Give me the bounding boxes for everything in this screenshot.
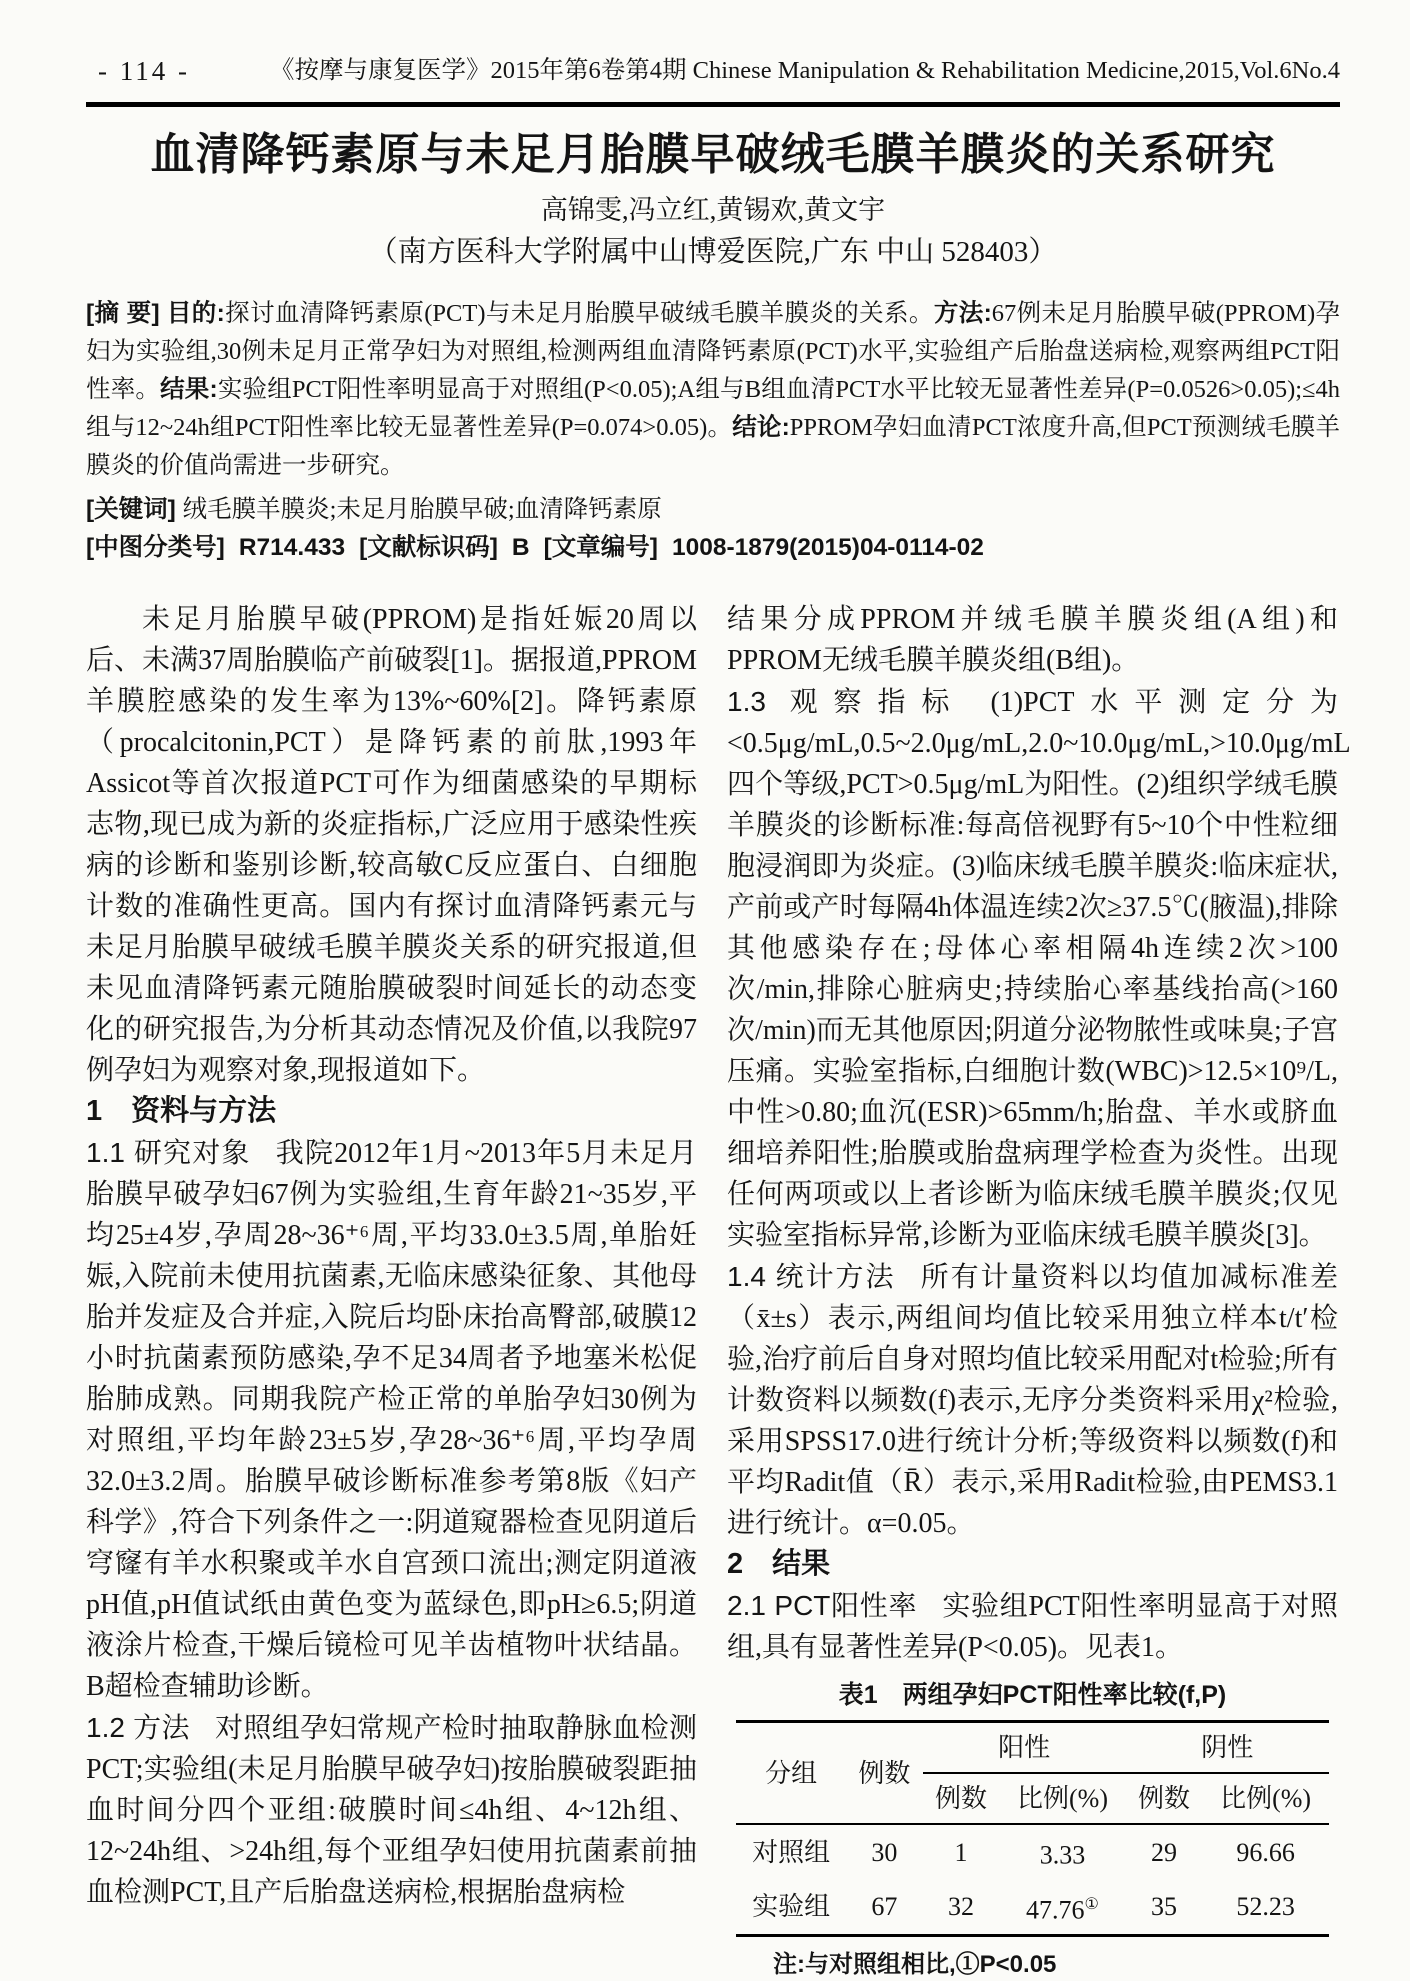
paragraph-1-4 [727,1256,1338,1544]
cell-n: 30 [871,1837,898,1867]
article-no-label: [文章编号] [543,534,658,561]
section-lead-1-4: 1.4 统计方法 [727,1261,896,1292]
article-no-value: 1008-1879(2015)04-0114-02 [671,534,984,561]
front-matter [86,295,1340,567]
table-1-caption: 表1 两组孕妇PCT阳性率比较(f,P) [838,1681,1227,1709]
abstract-paragraph [86,295,1340,485]
abstract-methods-label: 方法: [933,300,992,327]
journal-citation: 《按摩与康复医学》2015年第6卷第4期 Chinese Manipulation & Rehabilitation Medicine,2015,Vol.6No.4 [270,57,1340,84]
cell-neg-n: 29 [1151,1837,1178,1867]
paragraph-1-3-text: (1)PCT水平测定分为<0.5μg/mL,0.5~2.0μg/mL,2.0~10.0μg/mL,>10.0μg/mL四个等级,PCT>0.5μg/mL为阳性。(2)组织学绒毛膜羊膜炎的诊断标准:每高倍视野有5~10个中性粒细胞浸润即为炎症。(3)临床绒毛膜羊膜炎:临床症状,产前或产时每隔4h体温连续2次≥37.5℃(腋温),排除其他感染存在;母体心率相隔4h连续2次>100次/min,排除心脏病史;持续胎心率基线抬高(>160次/min)而无其他原因;阴道分泌物脓性或味臭;子宫压痛。实验室指标,白细胞计数(WBC)>12.5×10⁹/L,中性>0.80;血沉(ESR)>65mm/h;胎盘、羊水或脐血细培养阳性;胎膜或胎盘病理学检查为炎性。出现任何两项或以上者诊断为临床绒毛膜羊膜炎;仅见实验室指标异常,诊断为亚临床绒毛膜羊膜炎[3]。 [727,687,1351,1251]
paragraph-2-1-text: 实验组PCT阳性率明显高于对照组,具有显著性差异(P<0.05)。见表1。 [727,1591,1338,1663]
classification-line [86,529,1340,567]
paragraph-2-1 [727,1585,1338,1668]
doc-code-label: [文献标识码] [359,534,498,561]
table-header-group: 分组 [736,1722,846,1825]
left-column [86,599,697,1981]
cell-group: 对照组 [752,1837,831,1867]
table-row-control-group [736,1824,1329,1880]
abstract-conclusion-text: PPROM孕妇血清PCT浓度升高,但PCT预测绒毛膜羊膜炎的价值尚需进一步研究。 [86,414,1340,479]
body-columns [86,599,1351,1981]
clc-label: [中图分类号] [86,534,225,561]
keywords-line [86,491,1340,529]
paragraph-1-3 [727,681,1351,1256]
cell-pos-pct: 47.76① [999,1880,1125,1936]
paragraph-1-2-text: 对照组孕妇常规产检时抽取静脉血检测PCT;实验组(未足月胎膜早破孕妇)按胎膜破裂距抽血时间分四个亚组:破膜时间≤4h组、4~12h组、12~24h组、>24h组,每个亚组孕妇使用抗菌素前抽血检测PCT,且产后胎盘送病检,根据胎盘病检 [86,1713,697,1908]
table-header-negative-pct: 比例(%) [1202,1773,1328,1824]
table-header-positive-pct: 比例(%) [999,1773,1125,1824]
cell-pos-n: 32 [923,1880,1000,1936]
table-row-experimental-group [736,1880,1329,1936]
authors-line: 高锦雯,冯立红,黄锡欢,黄文宇 [540,195,886,225]
page-number: - 114 - [98,56,190,86]
cell-neg-pct: 96.66 [1236,1837,1295,1867]
table-header-n: 例数 [846,1722,923,1825]
abstract-results-label: 结果: [160,376,218,403]
cell-pos-n: 1 [954,1837,968,1867]
doc-code-value: B [511,534,530,561]
cell-pos-pct: 3.33 [1039,1840,1086,1870]
running-head [86,56,1340,86]
section-lead-1-2: 1.2 方法 [86,1712,190,1743]
abstract-objective-label: 目的: [166,300,225,327]
table-header-negative: 阴性 [1126,1722,1329,1774]
keywords-text: 绒毛膜羊膜炎;未足月胎膜早破;血清降钙素原 [182,496,662,523]
table-header-positive-n: 例数 [923,1773,1000,1824]
article-title: 血清降钙素原与未足月胎膜早破绒毛膜羊膜炎的关系研究 [150,130,1276,179]
paragraph-1-2 [86,1707,697,1913]
affiliation-line: （南方医科大学附属中山博爱医院,广东 中山 528403） [368,236,1058,268]
table-header-positive: 阳性 [923,1722,1126,1774]
cell-neg-n: 35 [1126,1880,1203,1936]
paragraph-1-2-continued: 结果分成PPROM并绒毛膜羊膜炎组(A组)和PPROM无绒毛膜羊膜炎组(B组)。 [727,604,1338,676]
cell-neg-pct: 52.23 [1202,1880,1328,1936]
table-1-note: 注:与对照组相比,①P<0.05 [773,1951,1057,1979]
paragraph-1-4-text: 所有计量资料以均值加减标准差（x̄±s）表示,两组间均值比较采用独立样本t/t′检验,治疗前后自身对照均值比较采用配对t检验;所有计数资料以频数(f)表示,无序分类资料采用χ²检验,采用SPSS17.0进行统计分析;等级资料以频数(f)和平均Radit值（R̄）表示,采用Radit检验,由PEMS3.1进行统计。α=0.05。 [727,1262,1338,1539]
abstract-methods-text: 67例未足月胎膜早破(PPROM)孕妇为实验组,30例未足月正常孕妇为对照组,检测两组血清降钙素原(PCT)水平,实验组产后胎盘送病检,观察两组PCT阳性率。 [86,300,1340,403]
section-heading-2: 2 结果 [727,1548,831,1580]
table-header-negative-n: 例数 [1126,1773,1203,1824]
abstract-conclusion-label: 结论: [732,414,790,441]
section-heading-1: 1 资料与方法 [86,1095,277,1127]
cell-n: 67 [846,1880,923,1936]
abstract-objective-text: 探讨血清降钙素原(PCT)与未足月胎膜早破绒毛膜羊膜炎的关系。 [224,300,934,327]
abstract-results-text: 实验组PCT阳性率明显高于对照组(P<0.05);A组与B组血清PCT水平比较无显著性差异(P=0.0526>0.05);≤4h组与12~24h组PCT阳性率比较无显著性差异(P=0.074>0.05)。 [86,376,1341,441]
intro-paragraph: 未足月胎膜早破(PPROM)是指妊娠20周以后、未满37周胎膜临产前破裂[1]。据报道,PPROM羊膜腔感染的发生率为13%~60%[2]。降钙素原（procalcitonin,PCT）是降钙素的前肽,1993年Assicot等首次报道PCT可作为细菌感染的早期标志物,现已成为新的炎症指标,广泛应用于感染性疾病的诊断和鉴别诊断,较高敏C反应蛋白、白细胞计数的准确性更高。国内有探讨血清降钙素元与未足月胎膜早破绒毛膜羊膜炎关系的研究报道,但未见血清降钙素元随胎膜破裂时间延长的动态变化的研究报告,为分析其动态情况及价值,以我院97例孕妇为观察对象,现报道如下。 [86,604,697,1086]
section-lead-2-1: 2.1 PCT阳性率 [727,1590,918,1621]
keywords-label: [关键词] [86,496,183,523]
clc-value: R714.433 [238,534,346,561]
significance-mark: ① [1084,1895,1099,1913]
paragraph-1-1 [86,1132,697,1707]
section-lead-1-1: 1.1 研究对象 [86,1137,251,1168]
header-rule [86,102,1340,107]
table-1 [736,1720,1329,1937]
cell-group: 实验组 [736,1880,846,1936]
section-lead-1-3: 1.3 观察指标 [727,686,966,717]
paragraph-1-1-text: 我院2012年1月~2013年5月未足月胎膜早破孕妇67例为实验组,生育年龄21~35岁,平均25±4岁,孕周28~36⁺⁶周,平均33.0±3.5周,单胎妊娠,入院前未使用抗菌素,无临床感染征象、其他母胎并发症及合并症,入院后均卧床抬高臀部,破膜12小时抗菌素预防感染,孕不足34周者予地塞米松促胎肺成熟。同期我院产检正常的单胎孕妇30例为对照组,平均年龄23±5岁,孕28~36⁺⁶周,平均孕周32.0±3.2周。胎膜早破诊断标准参考第8版《妇产科学》,符合下列条件之一:阴道窥器检查见阴道后穹窿有羊水积聚或羊水自宫颈口流出;测定阴道液pH值,pH值试纸由黄色变为蓝绿色,即pH≥6.5;阴道液涂片检查,干燥后镜检可见羊齿植物叶状结晶。B超检查辅助诊断。 [86,1138,697,1702]
abstract-label: [摘 要] [86,300,167,327]
right-column [727,599,1351,1981]
